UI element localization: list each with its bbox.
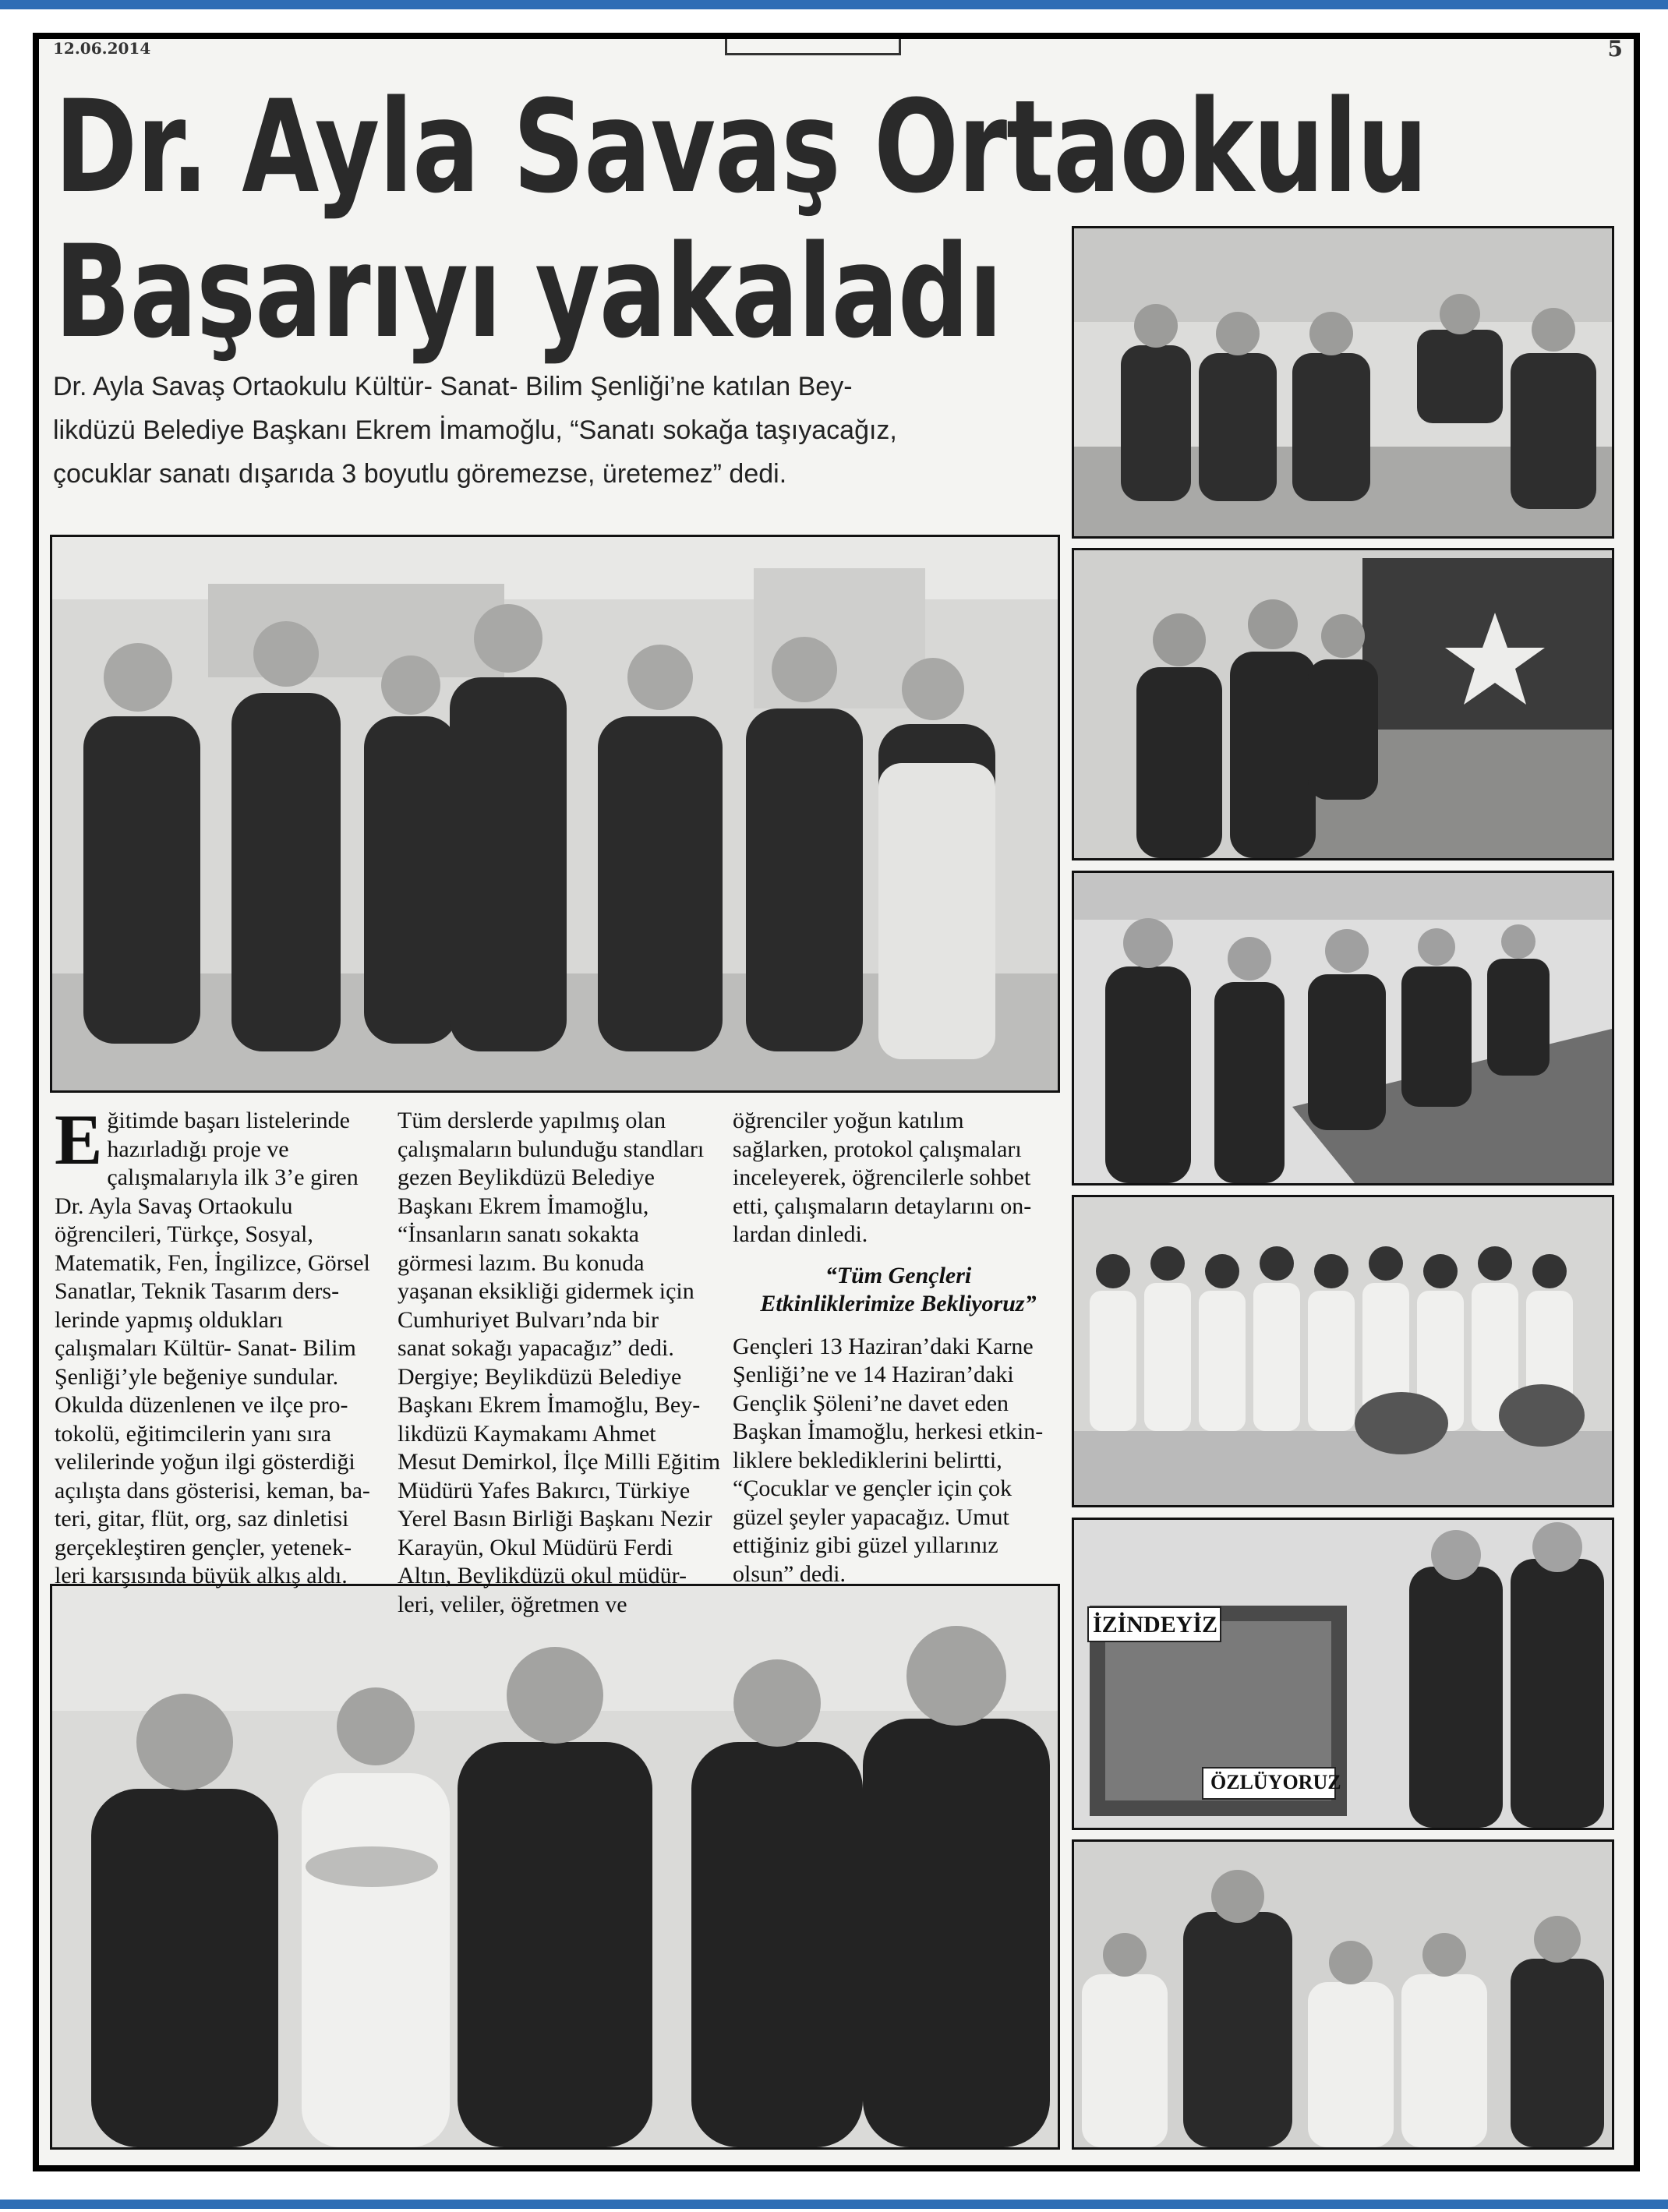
col3-line: olsun” dedi. (733, 1560, 846, 1587)
bottom-border (0, 2200, 1668, 2209)
col2-line: yaşanan eksikliği gidermek için (398, 1278, 694, 1304)
headline-line-1: Dr. Ayla Savaş Ortaokulu (55, 73, 1427, 222)
col3-line: Başkan İmamoğlu, herkesi etkin- (733, 1419, 1044, 1444)
col3-line: lardan dinledi. (733, 1221, 868, 1247)
col1-line: Şenliği’yle beğeniye sundular. (55, 1363, 339, 1390)
col2-line: Karayün, Okul Müdürü Ferdi (398, 1534, 673, 1560)
col3-line: etti, çalışmaların detaylarını on- (733, 1193, 1032, 1219)
col1-line: velilerinde yoğun ilgi gösterdiği (55, 1449, 355, 1475)
col2-line: Başkanı Ekrem İmamoğlu, (398, 1193, 649, 1219)
top-border (0, 0, 1668, 9)
headline-line-2: Başarıyı yakaladı (55, 218, 1002, 367)
col3-line: liklere beklediklerini belirtti, (733, 1447, 1002, 1473)
col1-line: leri karşısında büyük alkış aldı. (55, 1563, 348, 1588)
col3-line: “Çocuklar ve gençler için çok (733, 1475, 1012, 1501)
col2-line: Tüm derslerde yapılmış olan (398, 1108, 666, 1133)
col2-line: likdüzü Kaymakamı Ahmet (398, 1420, 656, 1447)
col2-line: Mesut Demirkol, İlçe Milli Eğitim (398, 1449, 721, 1475)
col2-line: çalışmaların bulunduğu standları (398, 1136, 705, 1162)
bottom-group-photo (50, 1584, 1060, 2150)
col3-line: inceleyerek, öğrencilerle sohbet (733, 1164, 1031, 1190)
col2-line: leri, veliler, öğretmen ve (398, 1591, 627, 1617)
col2-line: gezen Beylikdüzü Belediye (398, 1164, 655, 1190)
article-column-1 (55, 1100, 386, 1591)
col3-line: öğrenciler yoğun katılım (733, 1108, 964, 1133)
poster-caption-ozluyoruz: ÖZLÜYORUZ (1210, 1771, 1341, 1793)
col2-line: Müdürü Yafes Bakırcı, Türkiye (398, 1477, 691, 1504)
col2-line: Yerel Basın Birliği Başkanı Nezir (398, 1506, 712, 1532)
col2-line: sanat sokağı yapacağız” dedi. (398, 1335, 674, 1361)
col1-line: Dr. Ayla Savaş Ortaokulu (55, 1193, 293, 1219)
col3-line: sağlarken, protokol çalışmaları (733, 1136, 1022, 1162)
newspaper-page (33, 33, 1640, 2171)
col1-line: çalışmalarıyla ilk 3’e giren (107, 1164, 359, 1190)
col2-line: Dergiye; Beylikdüzü Belediye (398, 1363, 682, 1390)
col1-line: lerinde yapmış oldukları (55, 1306, 284, 1333)
office-meeting-photo (1072, 226, 1614, 539)
lead-line: Dr. Ayla Savaş Ortaokulu Kültür- Sanat- Bilim Şenliği’ne katılan Bey- (53, 372, 853, 401)
page-number: 5 (1607, 36, 1623, 62)
dropcap-letter: E (55, 1100, 103, 1179)
col1-line: hazırladığı proje ve (107, 1136, 289, 1162)
corridor-photo (1072, 871, 1614, 1186)
subheading-line: Etkinliklerimize Bekliyoruz” (760, 1291, 1037, 1316)
article-column-3 (733, 1107, 1064, 1588)
col2-line: Başkanı Ekrem İmamoğlu, Bey- (398, 1392, 701, 1418)
col1-line: tokolü, eğitimcilerin yanı sıra (55, 1420, 331, 1447)
col3-line: Gençleri 13 Haziran’daki Karne (733, 1333, 1034, 1359)
col2-line: görmesi lazım. Bu konuda (398, 1249, 645, 1276)
col3-line: Şenliği’ne ve 14 Haziran’daki (733, 1362, 1014, 1387)
masthead-strip (39, 36, 1634, 62)
col3-line: güzel şeyler yapacağız. Umut (733, 1504, 1009, 1530)
col3-line: ettiğiniz gibi güzel yıllarınız (733, 1532, 998, 1558)
col3-line: Gençlik Şöleni’ne davet eden (733, 1390, 1009, 1416)
masthead-mark (725, 39, 901, 55)
col1-line: gerçekleştiren gençler, yetenek- (55, 1534, 352, 1560)
lead-line: likdüzü Belediye Başkanı Ekrem İmamoğlu, “Sanatı sokağa taşıyacağız, (53, 415, 897, 445)
subheading-line: “Tüm Gençleri (825, 1262, 972, 1288)
col1-line: Matematik, Fen, İngilizce, Görsel (55, 1249, 370, 1276)
main-photo (50, 535, 1060, 1093)
students-guitar-photo (1072, 1195, 1614, 1507)
col2-line: “İnsanların sanatı sokakta (398, 1221, 639, 1247)
crowd-photo (1072, 1839, 1614, 2150)
col1-line: Okulda düzenlenen ve ilçe pro- (55, 1392, 348, 1418)
article-column-2 (398, 1107, 729, 1619)
col1-line: çalışmaları Kültür- Sanat- Bilim (55, 1335, 356, 1361)
col2-line: Altın, Beylikdüzü okul müdür- (398, 1563, 687, 1588)
poster-photo (1072, 1518, 1614, 1830)
lead-line: çocuklar sanatı dışarıda 3 boyutlu göremezse, üretemez” dedi. (53, 459, 787, 489)
exhibition-flag-photo (1072, 548, 1614, 860)
col1-line: Sanatlar, Teknik Tasarım ders- (55, 1278, 340, 1304)
col1-line: öğrencileri, Türkçe, Sosyal, (55, 1221, 313, 1247)
poster-caption-izindeyiz: İZİNDEYİZ (1093, 1612, 1218, 1638)
issue-date: 12.06.2014 (53, 39, 151, 58)
col1-line: teri, gitar, flüt, org, saz dinletisi (55, 1506, 349, 1532)
lead-paragraph (53, 365, 1066, 496)
article-subheading (733, 1262, 1064, 1319)
col1-line: ğitimde başarı listelerinde (107, 1108, 350, 1133)
col1-line: açılışta dans gösterisi, keman, ba- (55, 1477, 370, 1504)
col2-line: Cumhuriyet Bulvarı’nda bir (398, 1306, 659, 1333)
